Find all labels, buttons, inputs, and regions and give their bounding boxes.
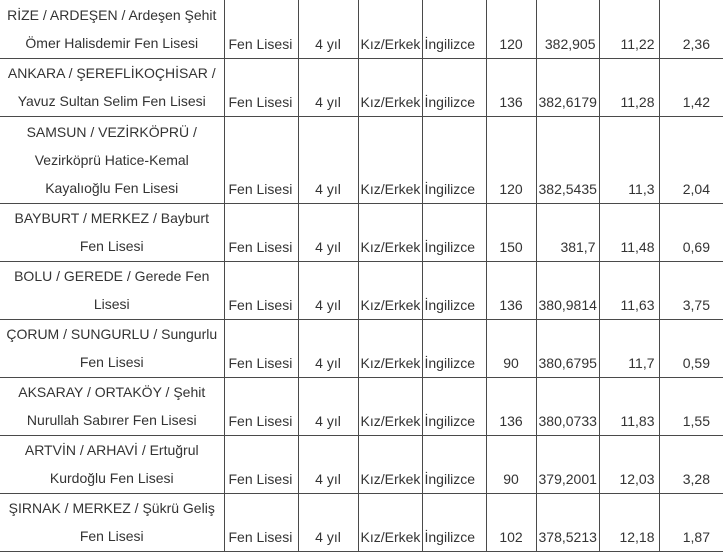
percentile-cell: 11,22 — [599, 0, 659, 58]
table-row — [0, 116, 723, 203]
table-row — [0, 319, 723, 377]
percentile-cell: 11,3 — [599, 116, 659, 203]
school-name-cell: SAMSUN / VEZİRKÖPRÜ / Vezirköprü Hatice-Kemal Kayalıoğlu Fen Lisesi — [0, 116, 224, 203]
school-name-cell: ÇORUM / SUNGURLU / Sungurlu Fen Lisesi — [0, 319, 224, 377]
gender-cell: Kız/Erkek — [358, 435, 422, 493]
score-cell: 381,7 — [536, 203, 599, 261]
rate-cell: 0,69 — [659, 203, 723, 261]
language-cell: İngilizce — [422, 435, 486, 493]
rate-cell: 1,42 — [659, 58, 723, 116]
quota-cell: 120 — [486, 0, 536, 58]
school-name-cell: BOLU / GEREDE / Gerede Fen Lisesi — [0, 261, 224, 319]
score-cell: 382,5435 — [536, 116, 599, 203]
table-row — [0, 58, 723, 116]
school-name-cell: ARTVİN / ARHAVİ / Ertuğrul Kurdoğlu Fen Lisesi — [0, 435, 224, 493]
gender-cell: Kız/Erkek — [358, 319, 422, 377]
school-type-cell: Fen Lisesi — [224, 0, 298, 58]
duration-cell: 4 yıl — [298, 319, 358, 377]
percentile-cell: 11,63 — [599, 261, 659, 319]
score-cell: 382,6179 — [536, 58, 599, 116]
language-cell: İngilizce — [422, 116, 486, 203]
duration-cell: 4 yıl — [298, 58, 358, 116]
score-cell: 379,2001 — [536, 435, 599, 493]
school-name-cell: AKSARAY / ORTAKÖY / Şehit Nurullah Sabırer Fen Lisesi — [0, 377, 224, 435]
quota-cell: 120 — [486, 116, 536, 203]
duration-cell: 4 yıl — [298, 493, 358, 551]
percentile-cell: 11,83 — [599, 377, 659, 435]
quota-cell: 90 — [486, 435, 536, 493]
gender-cell: Kız/Erkek — [358, 493, 422, 551]
duration-cell: 4 yıl — [298, 377, 358, 435]
percentile-cell: 11,7 — [599, 319, 659, 377]
language-cell: İngilizce — [422, 319, 486, 377]
duration-cell: 4 yıl — [298, 435, 358, 493]
language-cell: İngilizce — [422, 261, 486, 319]
score-cell: 380,0733 — [536, 377, 599, 435]
gender-cell: Kız/Erkek — [358, 203, 422, 261]
gender-cell: Kız/Erkek — [358, 0, 422, 58]
language-cell: İngilizce — [422, 0, 486, 58]
percentile-cell: 12,03 — [599, 435, 659, 493]
school-type-cell: Fen Lisesi — [224, 377, 298, 435]
table-row — [0, 203, 723, 261]
quota-cell: 150 — [486, 203, 536, 261]
language-cell: İngilizce — [422, 58, 486, 116]
table-row — [0, 377, 723, 435]
rate-cell: 1,87 — [659, 493, 723, 551]
rate-cell: 2,36 — [659, 0, 723, 58]
school-type-cell: Fen Lisesi — [224, 58, 298, 116]
quota-cell: 136 — [486, 377, 536, 435]
rate-cell: 3,28 — [659, 435, 723, 493]
table-row — [0, 261, 723, 319]
language-cell: İngilizce — [422, 203, 486, 261]
percentile-cell: 11,48 — [599, 203, 659, 261]
school-type-cell: Fen Lisesi — [224, 261, 298, 319]
school-name-cell: BAYBURT / MERKEZ / Bayburt Fen Lisesi — [0, 203, 224, 261]
table-row — [0, 0, 723, 58]
gender-cell: Kız/Erkek — [358, 116, 422, 203]
duration-cell: 4 yıl — [298, 0, 358, 58]
quota-cell: 102 — [486, 493, 536, 551]
language-cell: İngilizce — [422, 377, 486, 435]
school-name-cell: ANKARA / ŞEREFLİKOÇHİSAR / Yavuz Sultan Selim Fen Lisesi — [0, 58, 224, 116]
table-row — [0, 493, 723, 551]
school-type-cell: Fen Lisesi — [224, 435, 298, 493]
gender-cell: Kız/Erkek — [358, 377, 422, 435]
gender-cell: Kız/Erkek — [358, 58, 422, 116]
quota-cell: 90 — [486, 319, 536, 377]
gender-cell: Kız/Erkek — [358, 261, 422, 319]
rate-cell: 3,75 — [659, 261, 723, 319]
duration-cell: 4 yıl — [298, 261, 358, 319]
school-type-cell: Fen Lisesi — [224, 493, 298, 551]
school-type-cell: Fen Lisesi — [224, 203, 298, 261]
percentile-cell: 12,18 — [599, 493, 659, 551]
score-cell: 382,905 — [536, 0, 599, 58]
language-cell: İngilizce — [422, 493, 486, 551]
rate-cell: 1,55 — [659, 377, 723, 435]
rate-cell: 2,04 — [659, 116, 723, 203]
score-cell: 380,9814 — [536, 261, 599, 319]
score-cell: 380,6795 — [536, 319, 599, 377]
school-type-cell: Fen Lisesi — [224, 116, 298, 203]
table-row — [0, 435, 723, 493]
school-type-cell: Fen Lisesi — [224, 319, 298, 377]
duration-cell: 4 yıl — [298, 203, 358, 261]
score-cell: 378,5213 — [536, 493, 599, 551]
quota-cell: 136 — [486, 58, 536, 116]
school-name-cell: ŞIRNAK / MERKEZ / Şükrü Geliş Fen Lisesi — [0, 493, 224, 551]
quota-cell: 136 — [486, 261, 536, 319]
percentile-cell: 11,28 — [599, 58, 659, 116]
school-name-cell: RİZE / ARDEŞEN / Ardeşen Şehit Ömer Halisdemir Fen Lisesi — [0, 0, 224, 58]
rate-cell: 0,59 — [659, 319, 723, 377]
duration-cell: 4 yıl — [298, 116, 358, 203]
